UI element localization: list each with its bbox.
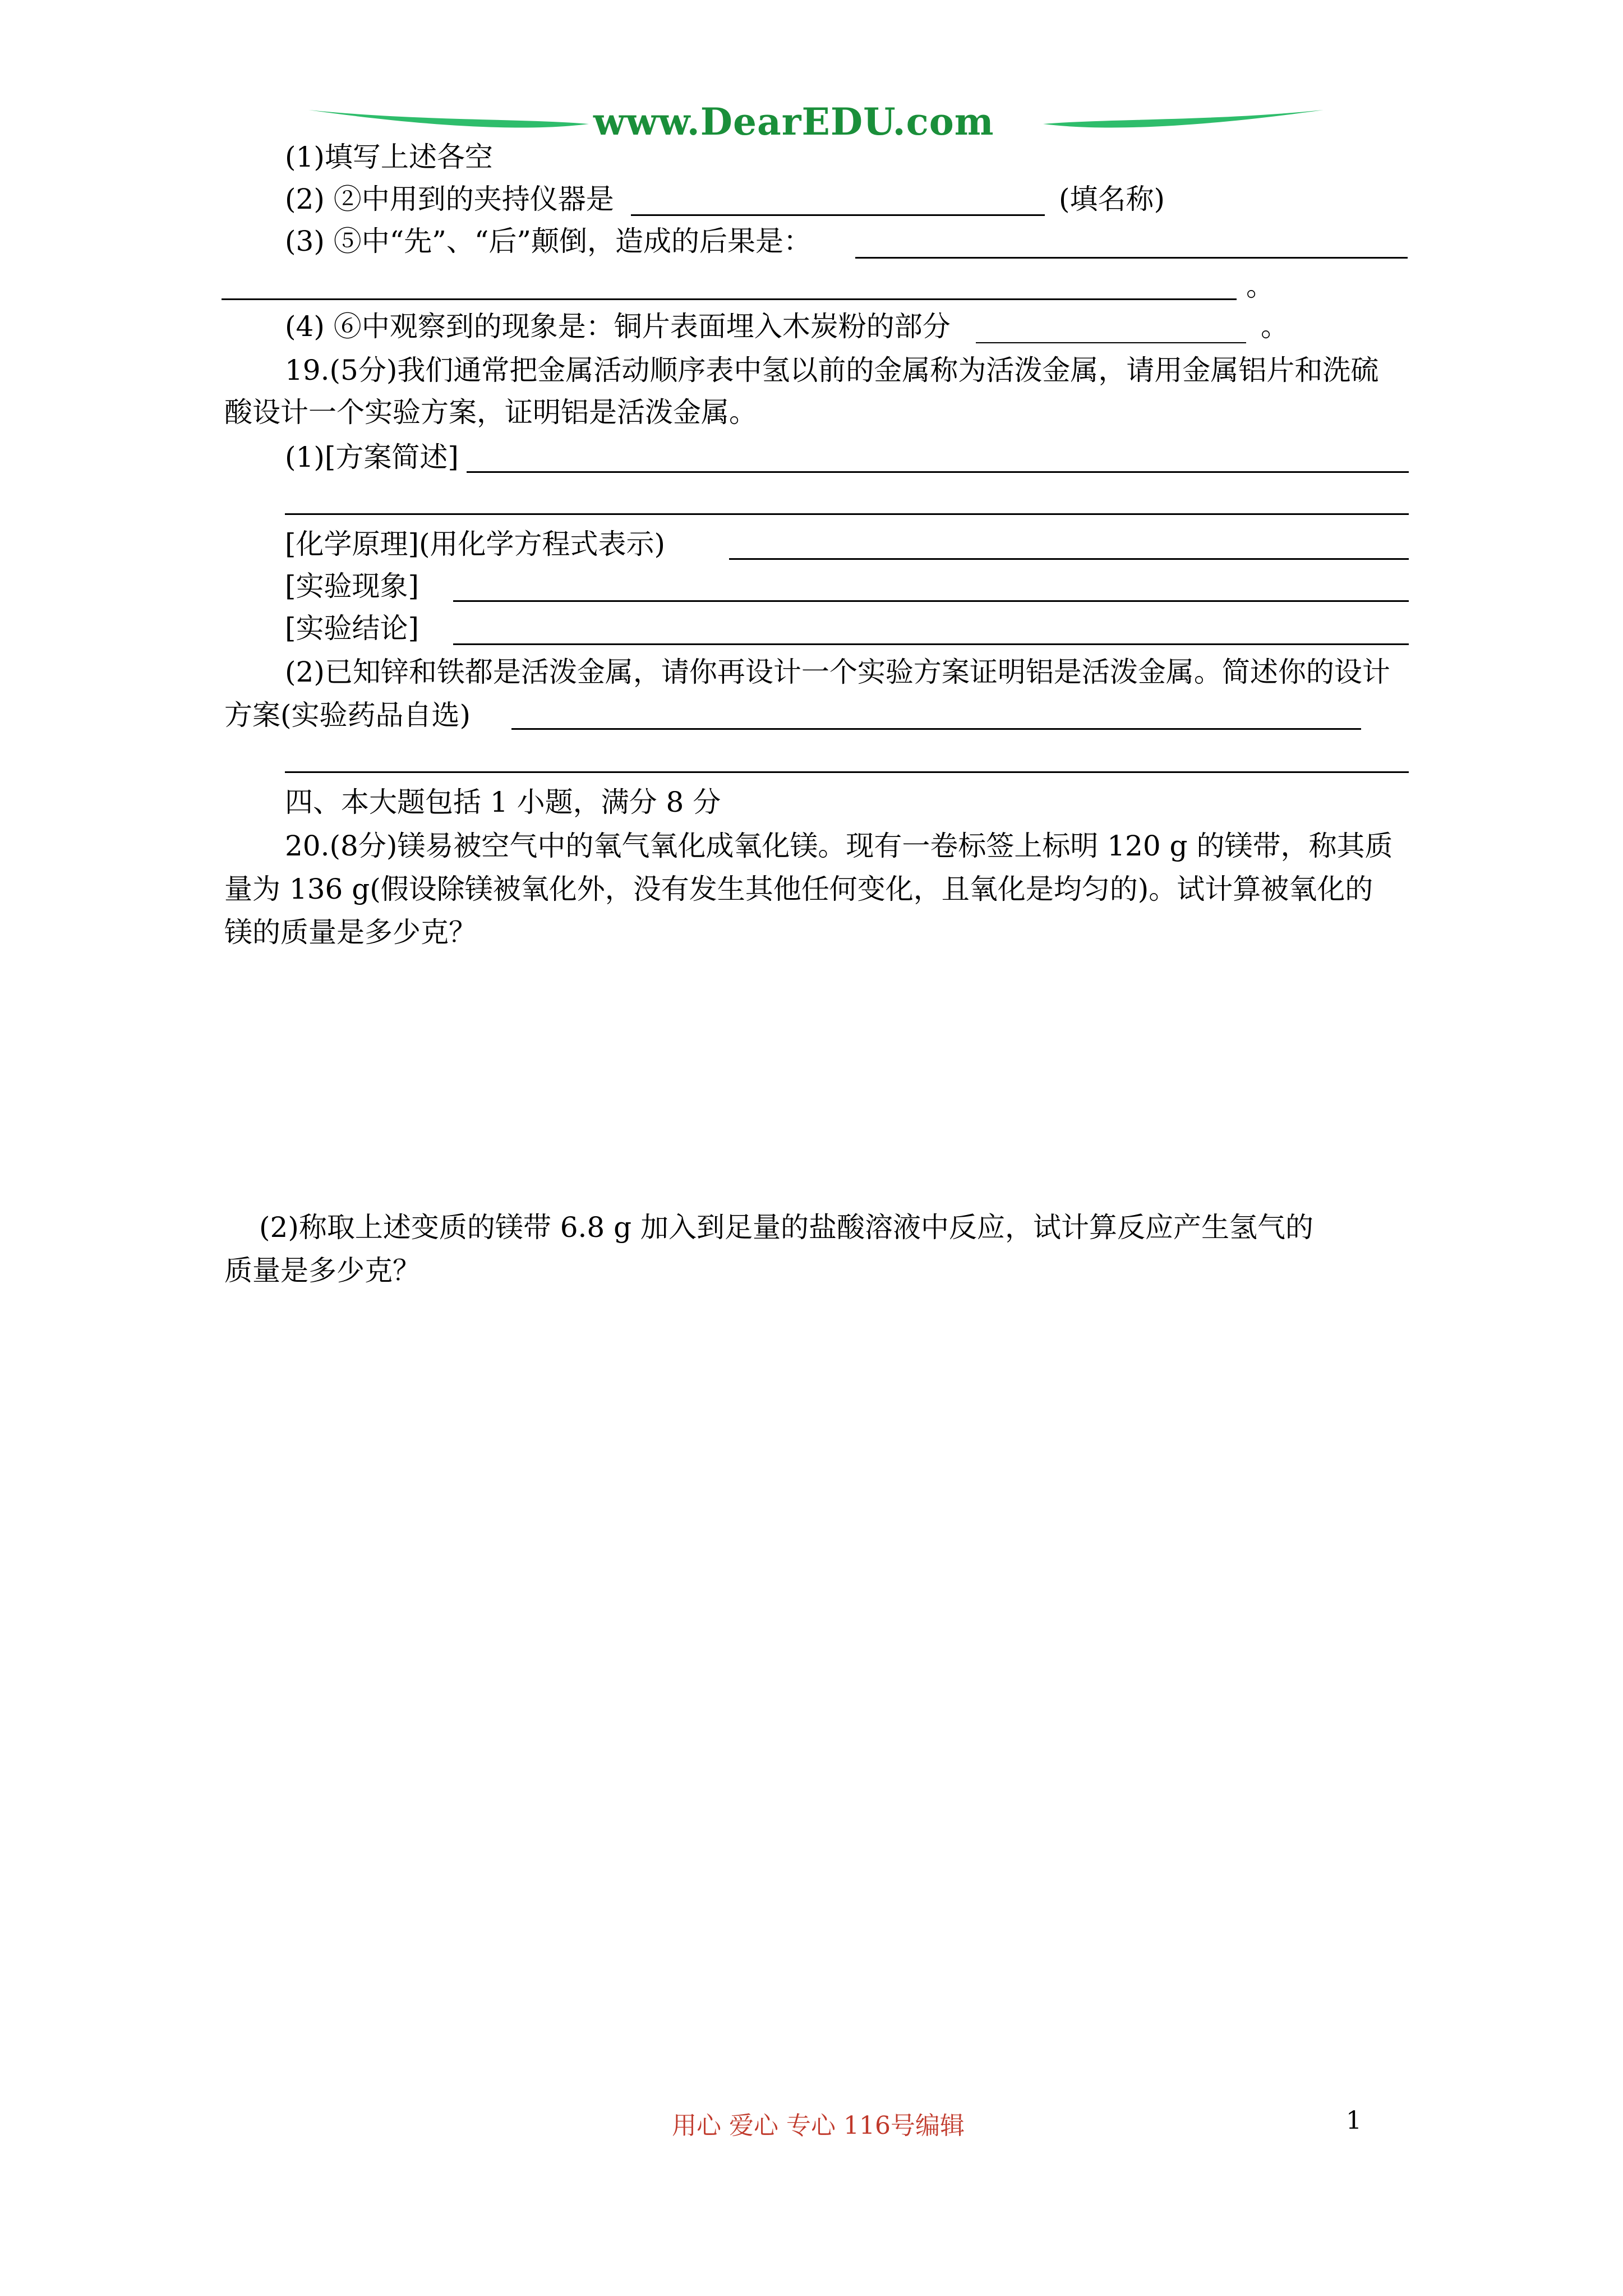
q19-part2-blank-2[interactable]	[285, 771, 1409, 773]
q20-line3: 镁的质量是多少克？	[224, 916, 477, 949]
page-number: 1	[1346, 2106, 1362, 2135]
q20-line1: 20.(8分)镁易被空气中的氧气氧化成氧化镁。现有一卷标签上标明 120 g 的镁带，称其质	[285, 830, 1393, 862]
footer-text: 用心 爱心 专心 116号编辑	[672, 2111, 965, 2140]
right-swoosh	[1043, 110, 1324, 128]
q18-part2-suffix: (填名称)	[1059, 183, 1165, 215]
q18-part3-blank-2[interactable]	[222, 298, 1237, 300]
q18-part4: (4) ⑥中观察到的现象是：铜片表面埋入木炭粉的部分	[285, 310, 951, 343]
q18-part1: (1)填写上述各空	[285, 141, 493, 173]
q20-line2: 量为 136 g(假设除镁被氧化外，没有发生其他任何变化，且氧化是均匀的)。试计算被氧化的	[224, 873, 1373, 905]
q19-part2-line2: 方案(实验药品自选)	[224, 699, 471, 731]
q19-part2-blank[interactable]	[511, 728, 1361, 730]
q19-phenomenon-label: [实验现象]	[285, 570, 419, 602]
q18-part3: (3) ⑤中“先”、“后”颠倒，造成的后果是：	[285, 225, 811, 257]
q18-part3-blank[interactable]	[855, 257, 1408, 259]
q20-part2-line2: 质量是多少克？	[224, 1254, 421, 1287]
site-logo: www.DearEDU.com	[593, 100, 994, 144]
q19-plan-blank-2[interactable]	[285, 513, 1409, 515]
q19-conclusion-blank[interactable]	[453, 643, 1409, 645]
q19-principle-label: [化学原理](用化学方程式表示)	[285, 528, 666, 560]
q19-stem-line1: 19.(5分)我们通常把金属活动顺序表中氢以前的金属称为活泼金属，请用金属铝片和洗硫	[285, 354, 1379, 386]
q20-part2-line1: (2)称取上述变质的镁带 6.8 g 加入到足量的盐酸溶液中反应，试计算反应产生氢气的	[259, 1211, 1314, 1244]
q19-phenomenon-blank[interactable]	[453, 600, 1409, 602]
left-swoosh	[308, 110, 589, 128]
q19-stem-line2: 酸设计一个实验方案，证明铝是活泼金属。	[224, 396, 757, 429]
q19-principle-blank[interactable]	[729, 558, 1409, 560]
q18-part2: (2) ②中用到的夹持仪器是	[285, 183, 614, 215]
q18-part4-end: 。	[1261, 310, 1289, 343]
q19-conclusion-label: [实验结论]	[285, 612, 419, 645]
q19-part2-line1: (2)已知锌和铁都是活泼金属，请你再设计一个实验方案证明铝是活泼金属。简述你的设计	[285, 656, 1390, 688]
q18-part4-blank[interactable]	[976, 342, 1246, 343]
q19-plan-blank[interactable]	[467, 471, 1409, 473]
section4-heading: 四、本大题包括 1 小题，满分 8 分	[285, 786, 721, 818]
q18-part2-blank[interactable]	[631, 214, 1045, 216]
q19-plan-label: (1)[方案简述]	[285, 441, 459, 473]
q18-part3-end: 。	[1246, 270, 1274, 302]
